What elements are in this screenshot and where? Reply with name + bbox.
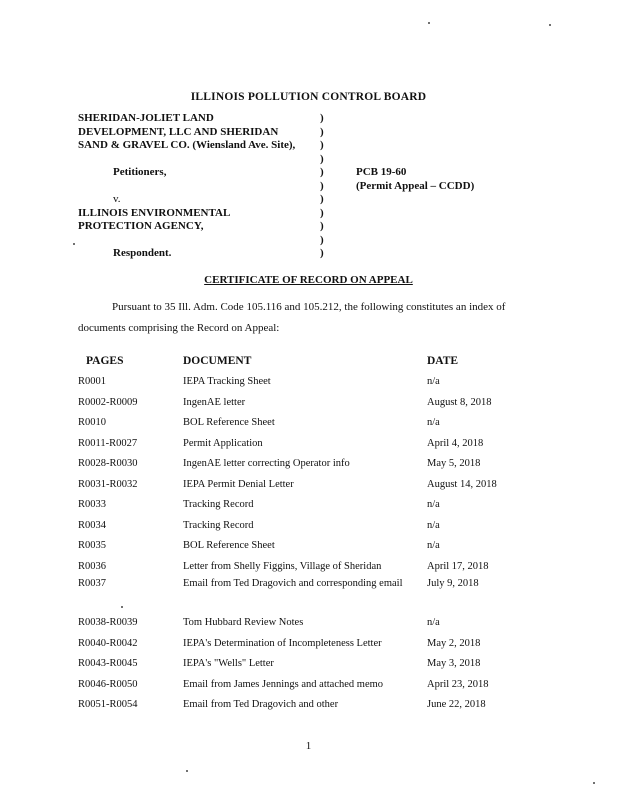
row-document: BOL Reference Sheet	[183, 417, 275, 428]
scan-speck	[73, 243, 75, 245]
respondent-line-2: PROTECTION AGENCY,	[78, 220, 204, 232]
header-document: DOCUMENT	[183, 355, 252, 367]
row-date: July 9, 2018	[427, 578, 479, 589]
petitioner-line-1: SHERIDAN-JOLIET LAND	[78, 112, 214, 124]
row-date: August 14, 2018	[427, 478, 497, 490]
caption-paren: )	[320, 220, 324, 232]
row-document: Letter from Shelly Figgins, Village of Sheridan	[183, 560, 382, 572]
row-date: n/a	[427, 499, 440, 510]
row-document: Permit Application	[183, 437, 263, 449]
row-document: IEPA Permit Denial Letter	[183, 478, 294, 490]
header-pages: PAGES	[86, 355, 124, 367]
row-date: n/a	[427, 417, 440, 428]
petitioners-label: Petitioners,	[113, 166, 167, 178]
respondent-line-1: ILLINOIS ENVIRONMENTAL	[78, 206, 231, 219]
row-document: Tom Hubbard Review Notes	[183, 617, 304, 628]
certificate-title: CERTIFICATE OF RECORD ON APPEAL	[204, 274, 413, 286]
row-date: April 17, 2018	[427, 560, 489, 572]
row-date: April 4, 2018	[427, 437, 484, 449]
case-number: PCB 19-60	[356, 166, 407, 178]
row-document: IEPA's Determination of Incompleteness Letter	[183, 637, 382, 649]
row-pages: R0011-R0027	[78, 437, 138, 449]
row-pages: R0037	[78, 578, 107, 589]
row-document: Email from Ted Dragovich and other	[183, 699, 339, 710]
caption-paren: )	[320, 206, 324, 219]
row-pages: R0051-R0054	[78, 699, 138, 710]
caption-paren: )	[320, 152, 324, 165]
petitioner-line-3: SAND & GRAVEL CO. (Wiensland Ave. Site),	[78, 139, 296, 151]
row-document: BOL Reference Sheet	[183, 540, 275, 551]
row-date: August 8, 2018	[427, 396, 492, 408]
row-date: n/a	[427, 617, 440, 628]
row-date: n/a	[427, 540, 440, 551]
row-document: Email from James Jennings and attached memo	[183, 678, 384, 690]
respondent-label: Respondent.	[113, 247, 172, 259]
row-date: May 2, 2018	[427, 637, 481, 649]
row-pages: R0034	[78, 519, 107, 531]
scan-speck	[593, 782, 595, 784]
intro-line-1: Pursuant to 35 Ill. Adm. Code 105.116 and 105.212, the following constitutes an index of	[112, 301, 506, 313]
row-document: Tracking Record	[183, 499, 254, 510]
intro-line-2: documents comprising the Record on Appeal:	[78, 322, 280, 334]
row-document: Tracking Record	[183, 519, 254, 531]
scan-speck	[549, 24, 551, 26]
row-document: IngenAE letter	[183, 396, 246, 408]
row-pages: R0036	[78, 560, 107, 572]
row-document: IEPA's "Wells" Letter	[183, 658, 274, 669]
row-pages: R0035	[78, 540, 107, 551]
board-title: ILLINOIS POLLUTION CONTROL BOARD	[190, 91, 427, 103]
row-pages: R0031-R0032	[78, 478, 138, 490]
header-date: DATE	[427, 355, 459, 367]
row-pages: R0043-R0045	[78, 658, 138, 669]
row-pages: R0040-R0042	[78, 637, 138, 649]
row-document: IEPA Tracking Sheet	[183, 376, 271, 387]
caption-paren: )	[320, 139, 324, 151]
row-document: IngenAE letter correcting Operator info	[183, 458, 350, 469]
scan-speck	[428, 22, 430, 24]
caption-paren: )	[320, 166, 324, 178]
scan-speck	[186, 770, 188, 772]
row-date: n/a	[427, 376, 440, 387]
case-type: (Permit Appeal – CCDD)	[356, 179, 475, 192]
row-date: n/a	[427, 519, 440, 531]
row-pages: R0028-R0030	[78, 458, 138, 469]
versus-label: v.	[113, 193, 121, 205]
caption-paren: )	[320, 233, 324, 246]
caption-paren: )	[320, 125, 324, 138]
row-date: May 3, 2018	[427, 658, 481, 669]
row-document: Email from Ted Dragovich and corresponding email	[183, 578, 403, 589]
row-pages: R0038-R0039	[78, 617, 138, 628]
row-pages: R0046-R0050	[78, 678, 138, 690]
row-date: May 5, 2018	[427, 458, 481, 469]
row-date: April 23, 2018	[427, 678, 489, 690]
row-pages: R0033	[78, 499, 107, 510]
caption-paren: )	[320, 247, 324, 259]
row-date: June 22, 2018	[427, 699, 486, 710]
caption-paren: )	[320, 193, 324, 205]
row-pages: R0002-R0009	[78, 396, 138, 408]
row-pages: R0001	[78, 376, 107, 387]
caption-paren: )	[320, 112, 324, 124]
page-number: 1	[305, 740, 312, 752]
caption-paren: )	[320, 179, 324, 192]
scan-speck	[121, 606, 123, 608]
row-pages: R0010	[78, 417, 107, 428]
petitioner-line-2: DEVELOPMENT, LLC AND SHERIDAN	[78, 125, 279, 138]
